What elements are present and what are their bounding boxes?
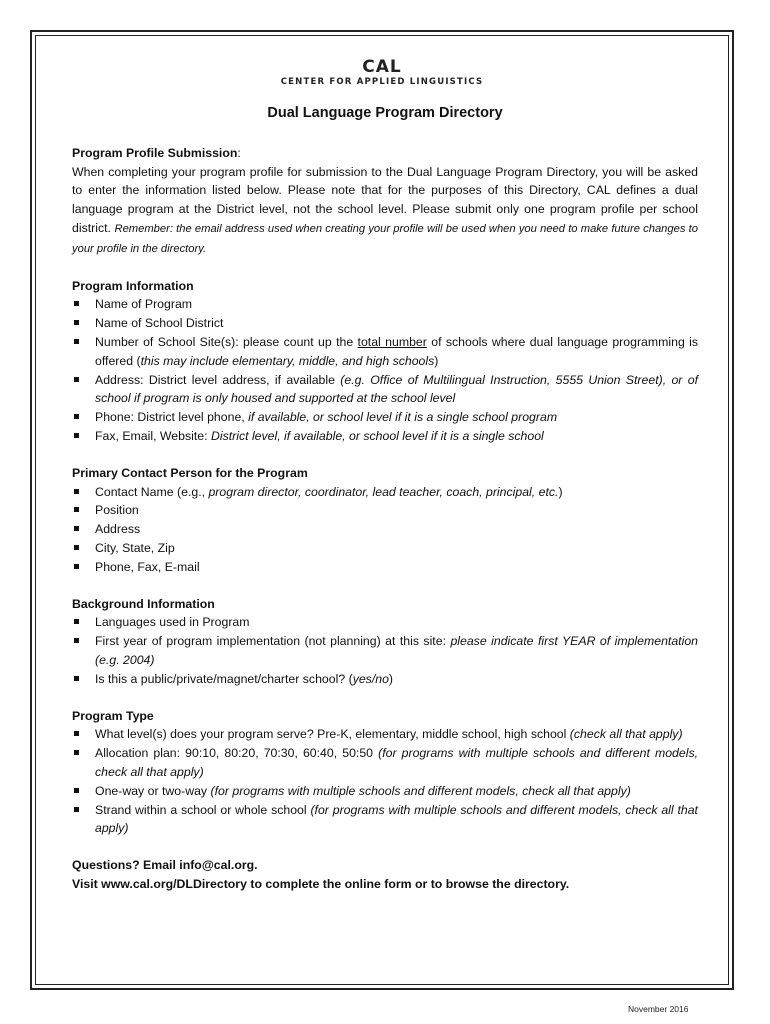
list-item-note: District level, if available, or school level if it is a single school xyxy=(210,428,544,443)
document-date: November 2016 xyxy=(628,1004,689,1014)
list-item-text: What level(s) does your program serve? Pre-K, elementary, middle school, high school xyxy=(95,727,567,742)
list-item xyxy=(72,539,698,558)
list-item-text: ) xyxy=(388,671,394,686)
underlined-text: total number xyxy=(357,334,427,349)
list-item xyxy=(72,558,698,577)
list-item-note: program director, coordinator, lead teacher, coach, principal, etc. xyxy=(208,484,559,499)
list-item-text: One-way or two-way xyxy=(95,783,208,798)
heading-colon: : xyxy=(237,145,241,160)
list-item xyxy=(72,295,698,314)
list-item xyxy=(72,782,698,801)
list-item-note: (e.g. Office of Multilingual Instruction, 5555 Union Street), or of school if program is only housed and supported at the school level xyxy=(95,372,698,406)
list-item-text: Phone: District level phone, xyxy=(95,410,245,425)
list-item-note: (for programs with multiple schools and different models, check all that apply) xyxy=(210,783,631,798)
program-type-list xyxy=(72,725,698,838)
list-item xyxy=(72,408,698,427)
list-item xyxy=(72,613,698,632)
cal-logo xyxy=(32,58,732,87)
list-item xyxy=(72,371,698,409)
list-item xyxy=(72,333,698,371)
list-item-text: Address xyxy=(95,522,141,537)
list-item xyxy=(72,801,698,839)
list-item-note: (for programs with multiple schools and different models, check all that apply) xyxy=(95,746,699,779)
visit-line: Visit www.cal.org/DLDirectory to complete the online form or to browse the directory. xyxy=(72,876,570,891)
profile-submission-heading: Program Profile Submission xyxy=(72,145,238,160)
list-item xyxy=(72,670,698,689)
list-item xyxy=(72,314,698,333)
list-item xyxy=(72,632,698,670)
list-item-text: Is this a public/private/magnet/charter school? ( xyxy=(95,671,353,686)
list-item-text: Position xyxy=(95,503,139,518)
primary-contact-list xyxy=(72,483,698,577)
list-item-text: Allocation plan: 90:10, 80:20, 70:30, 60:40, 50:50 xyxy=(95,746,374,761)
list-item-note: yes/no xyxy=(352,671,389,686)
program-information-list xyxy=(72,295,698,445)
list-item-text: City, State, Zip xyxy=(95,540,175,555)
list-item-text: ) xyxy=(434,353,439,368)
program-type-heading: Program Type xyxy=(72,708,154,723)
list-item xyxy=(72,427,698,446)
list-item-note: this may include elementary, middle, and high schools xyxy=(140,353,435,368)
list-item xyxy=(72,725,698,744)
background-list xyxy=(72,613,698,688)
questions-line: Questions? Email info@cal.org. xyxy=(72,858,258,873)
primary-contact-heading: Primary Contact Person for the Program xyxy=(72,465,308,480)
background-heading: Background Information xyxy=(72,596,215,611)
profile-submission-body: When completing your program profile for submission to the Dual Language Program Directory, you will be asked to enter the information listed below. Please note that for the purposes of this Directory, CAL defines a dual language program at the District level, not the school level. Please submit only one program profile per school district. xyxy=(72,164,698,235)
page-border xyxy=(30,30,734,990)
page-title: Dual Language Program Directory xyxy=(267,105,503,121)
list-item-text: Strand within a school or whole school xyxy=(95,802,307,817)
program-information-heading: Program Information xyxy=(72,278,194,293)
profile-submission-section xyxy=(72,144,698,259)
list-item xyxy=(72,483,698,502)
logo-org-name: CENTER FOR APPLIED LINGUISTICS xyxy=(280,77,484,87)
list-item-text: Fax, Email, Website: xyxy=(95,428,208,443)
profile-remember-note: Remember: the email address used when creating your profile will be used when you need to make future changes to your profile in the directory. xyxy=(72,222,698,255)
list-item-note: if available, or school level if it is a single school program xyxy=(248,410,558,425)
list-item-text: Name of School District xyxy=(95,316,224,331)
list-item-text: Phone, Fax, E-mail xyxy=(95,559,200,574)
list-item-note: (for programs with multiple schools and different models, check all that apply) xyxy=(95,802,698,836)
list-item-text: Name of Program xyxy=(95,297,193,312)
list-item-text: ) xyxy=(558,484,563,499)
logo-mark: CAL xyxy=(362,57,402,77)
list-item xyxy=(72,520,698,539)
list-item-text: Languages used in Program xyxy=(95,615,250,630)
list-item-text: Address: District level address, if available xyxy=(95,372,335,387)
list-item-note: please indicate first YEAR of implementation (e.g. 2004) xyxy=(95,634,698,667)
list-item-text: Number of School Site(s): please count up the xyxy=(95,334,354,349)
list-item xyxy=(72,501,698,520)
list-item-text: Contact Name (e.g., xyxy=(95,484,206,499)
list-item xyxy=(72,744,698,782)
list-item-text: First year of program implementation (not planning) at this site: xyxy=(95,634,446,649)
list-item-text: of schools where dual language programming is offered ( xyxy=(95,334,699,368)
list-item-note: (check all that apply) xyxy=(569,727,683,742)
document-body xyxy=(72,104,698,894)
